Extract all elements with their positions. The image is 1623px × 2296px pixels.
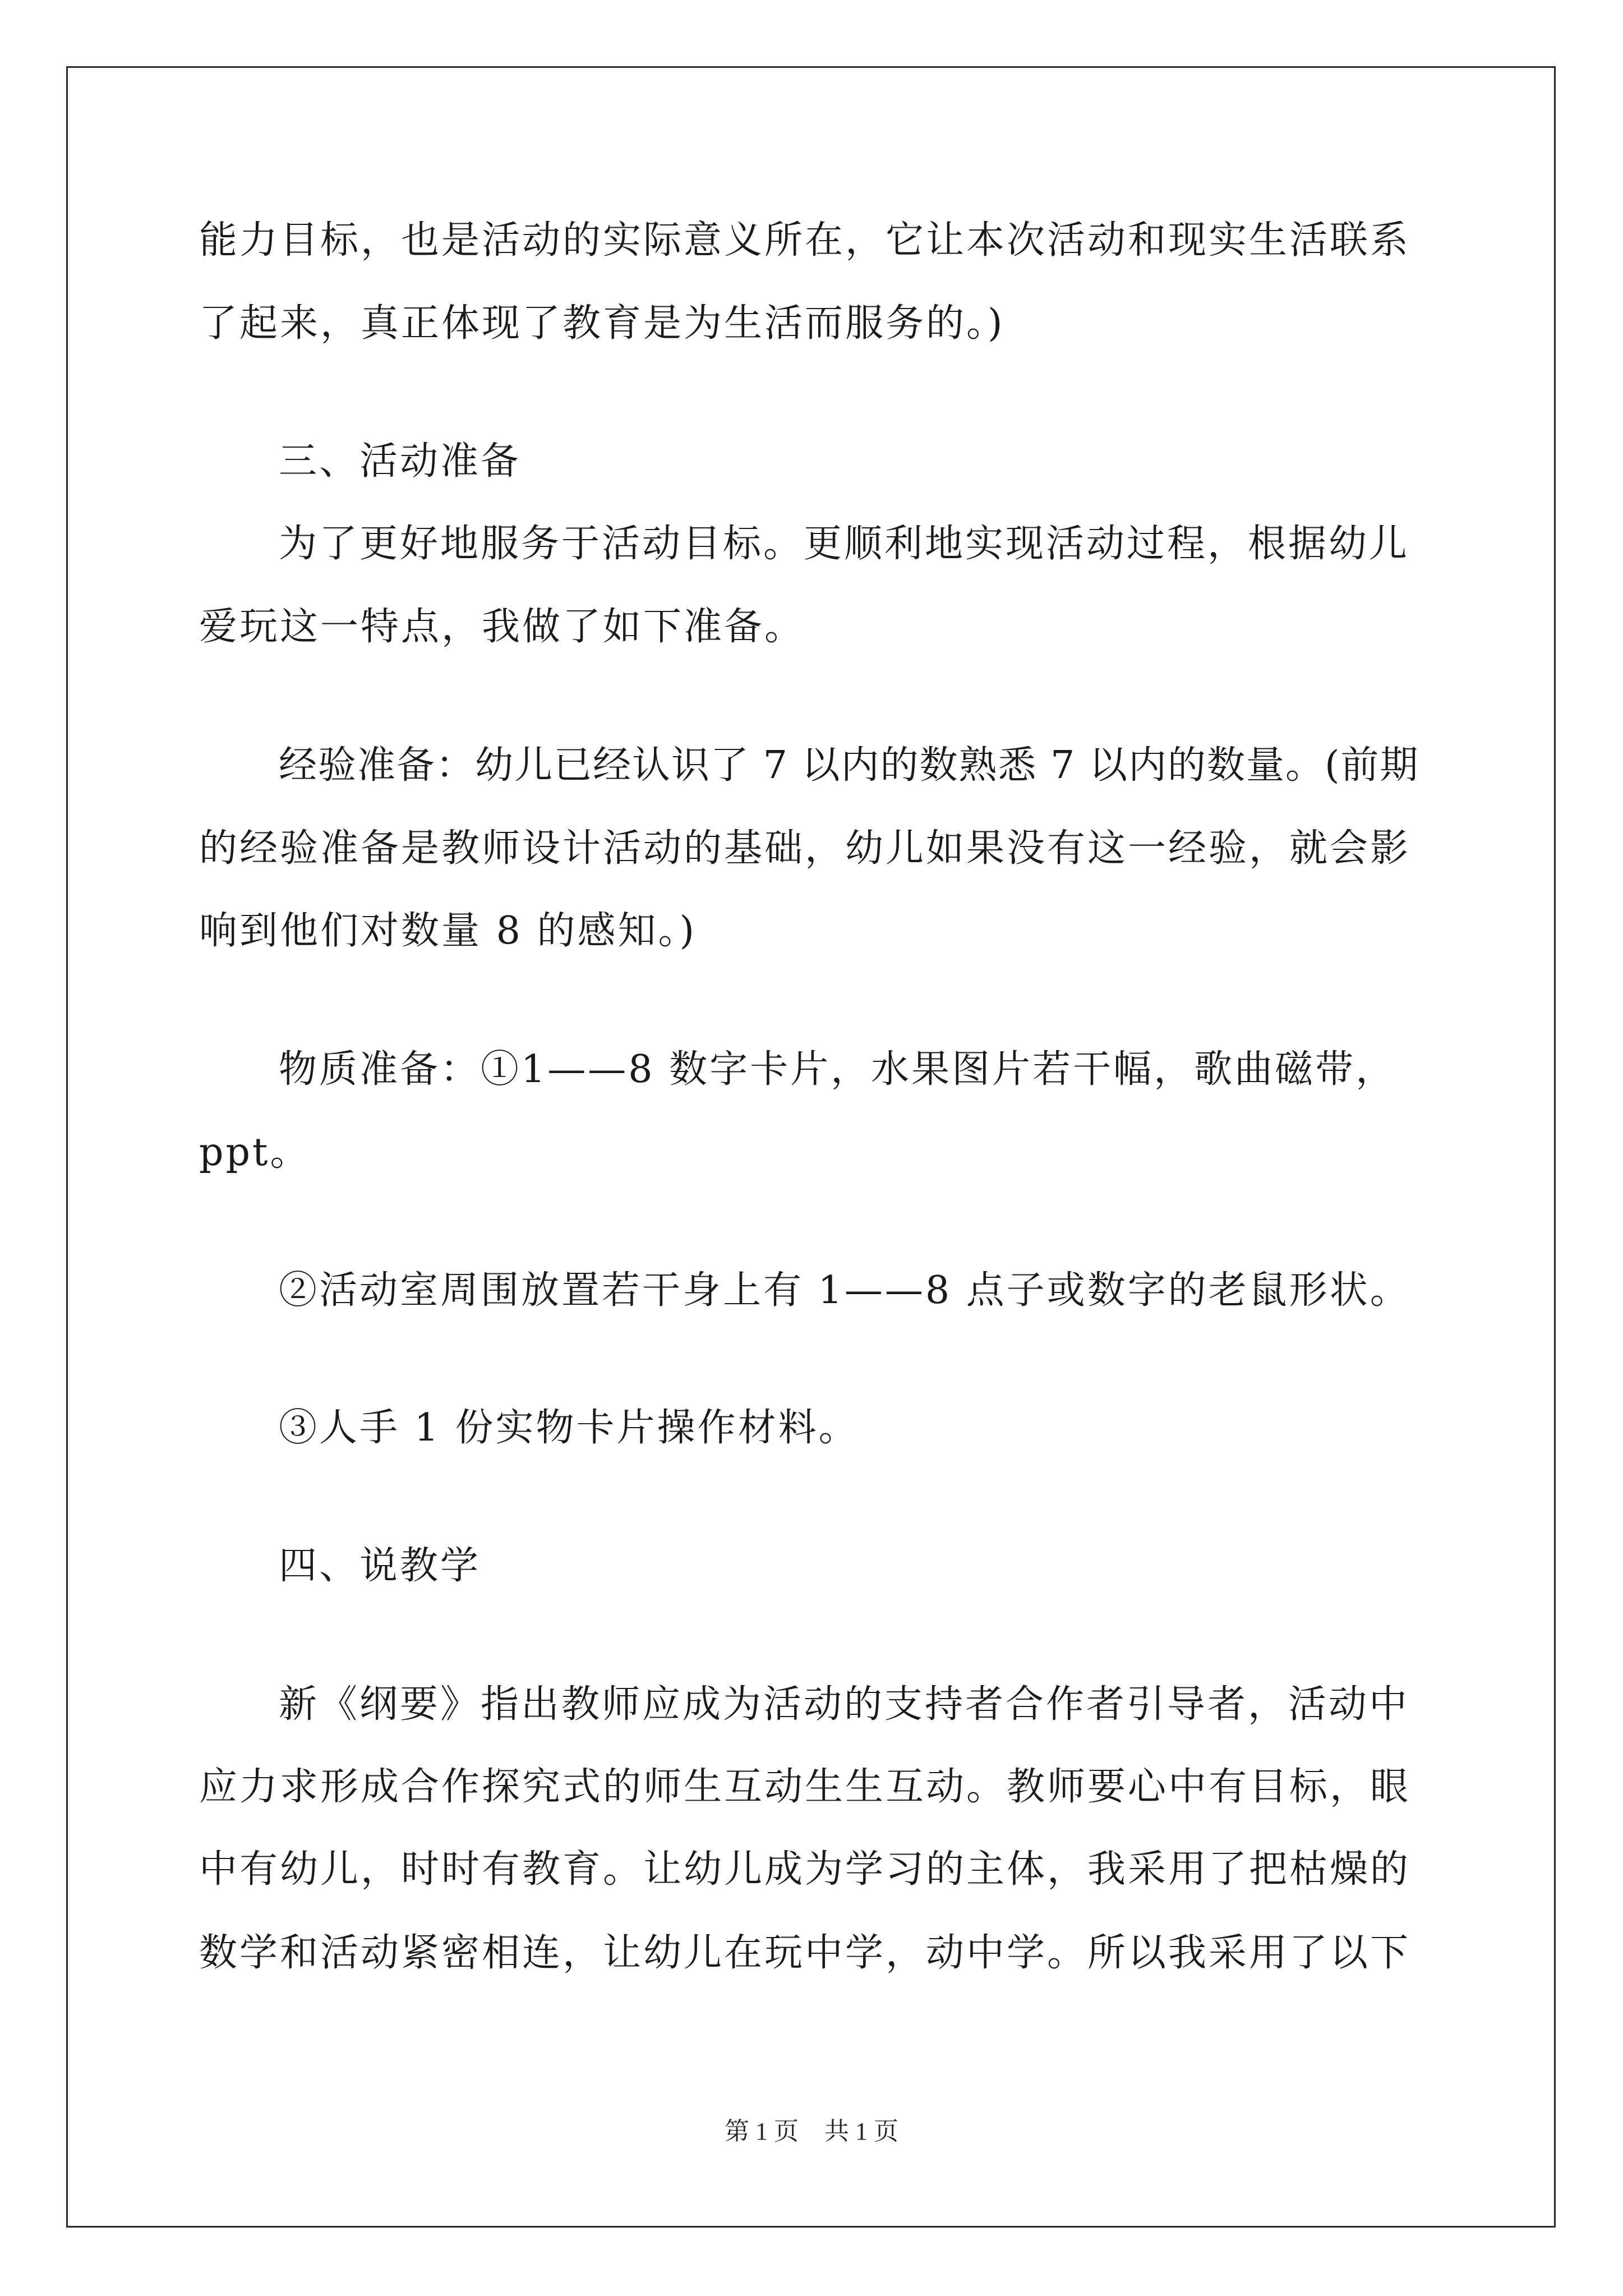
text-line: 响到他们对数量 8 的感知。): [199, 909, 697, 953]
text-line: 物质准备：①1——8 数字卡片，水果图片若干幅，歌曲磁带，: [279, 1047, 1396, 1092]
text-line: 中有幼儿，时时有教育。让幼儿成为学习的主体，我采用了把枯燥的: [199, 1847, 1411, 1892]
text-line: 爱玩这一特点，我做了如下准备。: [199, 605, 805, 649]
text-line: ppt。: [199, 1130, 311, 1175]
text-line: 数学和活动紧密相连，让幼儿在玩中学，动中学。所以我采用了以下: [199, 1931, 1411, 1975]
text-line: 能力目标，也是活动的实际意义所在，它让本次活动和现实生活联系: [199, 218, 1411, 263]
text-line: 新《纲要》指出教师应成为活动的支持者合作者引导者，活动中: [279, 1682, 1410, 1727]
page-footer: [0, 2119, 1623, 2144]
text-line: 的经验准备是教师设计活动的基础，幼儿如果没有这一经验，就会影: [199, 826, 1411, 871]
text-line: ③人手 1 份实物卡片操作材料。: [279, 1406, 859, 1450]
text-line: 了起来，真正体现了教育是为生活而服务的。): [199, 301, 1005, 346]
section-heading: 四、说教学: [279, 1544, 481, 1588]
page-number: 第 1 页: [725, 2118, 799, 2145]
text-line: ②活动室周围放置若干身上有 1——8 点子或数字的老鼠形状。: [279, 1268, 1410, 1313]
text-line: 应力求形成合作探究式的师生互动生生互动。教师要心中有目标，眼: [199, 1765, 1411, 1809]
text-line: 为了更好地服务于活动目标。更顺利地实现活动过程，根据幼儿: [279, 522, 1410, 566]
page-total: 共 1 页: [824, 2118, 898, 2145]
section-heading: 三、活动准备: [279, 439, 522, 484]
text-line: 经验准备：幼儿已经认识了 7 以内的数熟悉 7 以内的数量。(前期: [279, 743, 1419, 788]
